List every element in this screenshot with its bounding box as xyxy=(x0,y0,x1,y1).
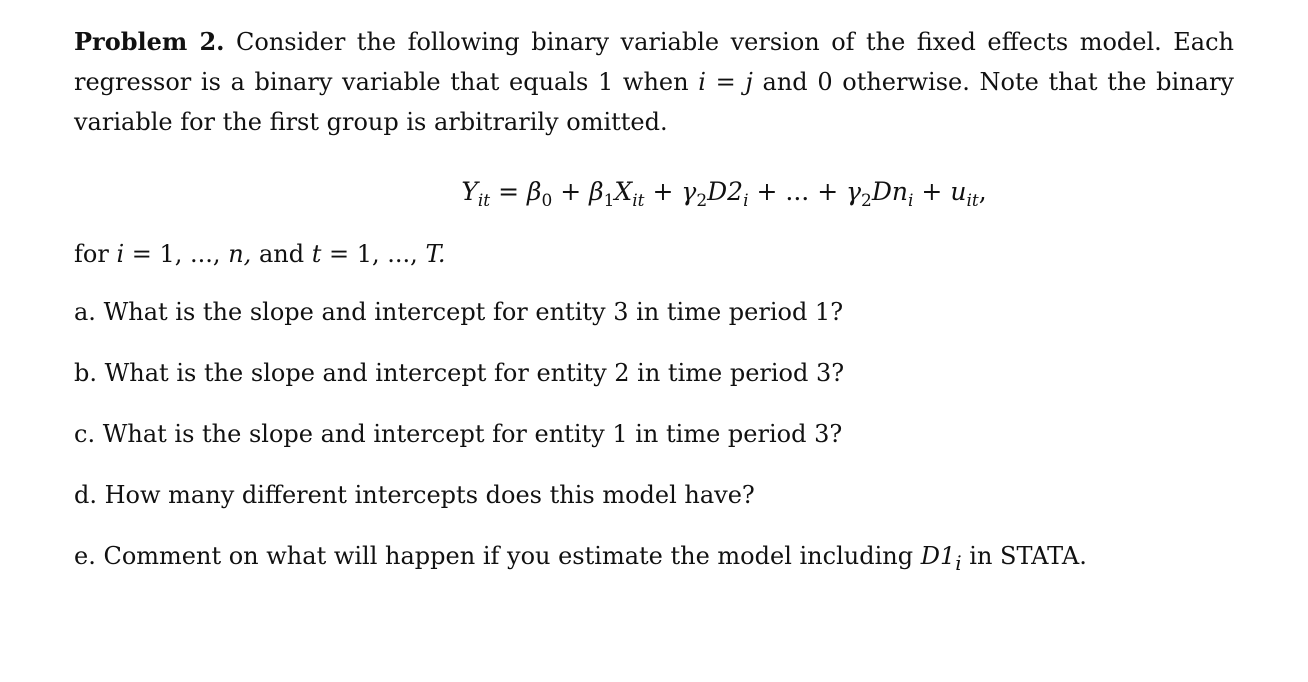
index-range-line xyxy=(74,234,1234,274)
eq-gamma2b-sub: 2 xyxy=(861,191,872,211)
question-e xyxy=(74,536,1234,576)
question-b: b. What is the slope and intercept for entity 2 in time period 3? xyxy=(74,359,845,387)
range-and: and xyxy=(258,240,305,268)
intro-var-i: i xyxy=(698,68,706,96)
eq-plus: + xyxy=(756,177,778,206)
intro-eq: = xyxy=(715,68,736,96)
eq-beta0-sub: 0 xyxy=(541,191,553,211)
eq-plus: + xyxy=(817,177,839,206)
eq-plus: + xyxy=(652,177,674,206)
eq-x-sub: it xyxy=(632,191,645,211)
range-i-values: = 1, ..., xyxy=(131,240,221,268)
eq-plus: + xyxy=(560,177,582,206)
question-e-var-sub: i xyxy=(955,550,962,575)
eq-d2: D2 xyxy=(707,177,744,206)
question-list xyxy=(74,292,1234,576)
eq-beta0: β xyxy=(526,177,542,206)
eq-u: u xyxy=(950,177,967,206)
range-n: n, xyxy=(228,240,252,268)
intro-text-part1: Consider the following binary variable version of the fixed effects model. Each regressor is a binary variable that equals 1 when xyxy=(74,28,1235,96)
range-prefix: for xyxy=(74,240,109,268)
range-t-values: = 1, ..., xyxy=(329,240,418,268)
range-t: t xyxy=(311,240,322,268)
eq-lhs: Y xyxy=(461,177,478,206)
eq-d2-sub: i xyxy=(743,191,749,211)
problem-label: Problem 2. xyxy=(74,27,225,56)
question-d: d. How many different intercepts does this model have? xyxy=(74,481,755,509)
problem-page xyxy=(74,22,1234,597)
eq-dn-sub: i xyxy=(908,191,914,211)
eq-plus: + xyxy=(921,177,943,206)
model-equation xyxy=(74,170,1234,214)
range-T: T. xyxy=(425,240,446,268)
eq-lhs-sub: it xyxy=(477,191,491,211)
intro-var-j: j xyxy=(745,68,753,96)
eq-equals: = xyxy=(498,177,520,206)
question-e-text-end: in STATA. xyxy=(969,542,1087,570)
eq-beta1: β xyxy=(589,177,604,206)
eq-gamma2: γ xyxy=(681,177,697,206)
eq-x: X xyxy=(614,177,633,206)
eq-beta1-sub: 1 xyxy=(603,191,615,211)
eq-dn: Dn xyxy=(871,177,909,206)
question-a: a. What is the slope and intercept for entity 3 in time period 1? xyxy=(74,298,844,326)
range-i: i xyxy=(116,240,125,268)
question-e-var: D1 xyxy=(920,542,956,570)
intro-text-part2: and 0 otherwise. Note that the binary variable for the first group is arbitrarily omitted. xyxy=(74,68,1234,136)
eq-gamma2b: γ xyxy=(846,177,862,206)
question-e-text: e. Comment on what will happen if you estimate the model including xyxy=(74,542,914,570)
problem-intro xyxy=(74,22,1234,142)
eq-u-sub: it xyxy=(966,191,979,211)
question-c: c. What is the slope and intercept for entity 1 in time period 3? xyxy=(74,420,843,448)
eq-ellipsis: ... xyxy=(785,177,810,206)
eq-gamma2-sub: 2 xyxy=(696,191,708,211)
eq-comma: , xyxy=(978,177,987,206)
